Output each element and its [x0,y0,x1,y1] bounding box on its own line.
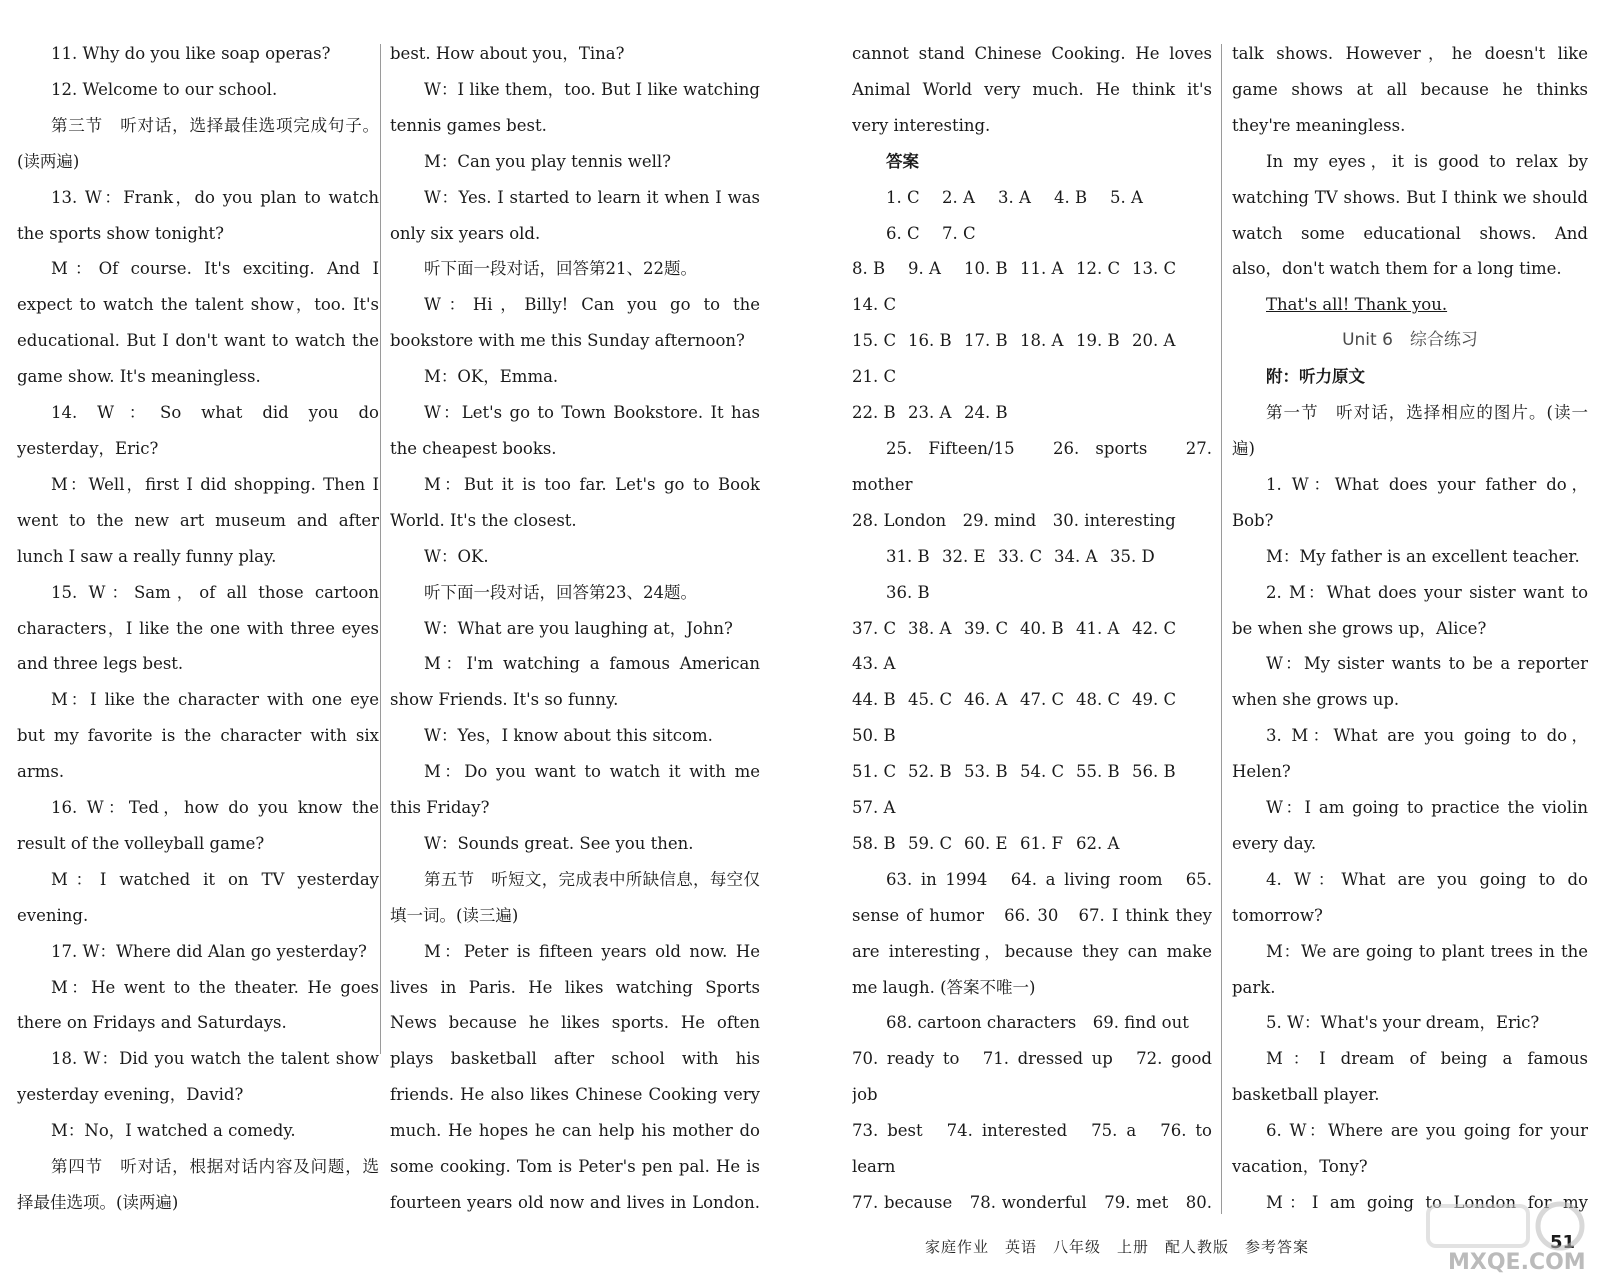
paragraph: W：Sounds great. See you then. [424,833,694,853]
answer-row [852,754,1212,826]
answer-item: 14. C [852,295,897,315]
paragraph: 17. W：Where did Alan go yesterday? [51,941,367,961]
paragraph: 77. because 78. wonderful 79. met 80. [852,1193,1212,1212]
paragraph: M：I dream of being a famous basketball player. [1232,1049,1588,1105]
paragraph: M：He went to the theater. He goes there on Fridays and Saturdays. [17,977,379,1033]
paragraph: M：But it is too far. Let's go to Book World. It's the closest. [390,474,760,530]
answer-item: 33. C [998,546,1043,566]
appendix-heading: 附：听力原文 [1266,367,1365,387]
answer-item: 8. B [852,259,886,279]
answer-row [852,251,1212,323]
unit-title: Unit 6 综合练习 [1342,330,1478,351]
paragraph: best. How about you，Tina? [390,44,625,63]
paragraph: 13. W：Frank，do you plan to watch the sports show tonight? [17,187,379,243]
answer-item: 23. A [908,403,952,423]
paragraph: 11. Why do you like soap operas? [51,44,331,63]
paragraph: 2. M：What does your sister want to be when she grows up，Alice? [1232,582,1588,638]
answer-item: 55. B [1076,762,1120,782]
paragraph: W：I like them，too. But I like watching tennis games best. [390,79,760,135]
paragraph: M：No，I watched a comedy. [51,1121,296,1141]
answer-item: 46. A [964,690,1008,710]
paragraph: M：I'm watching a famous American show Friends. It's so funny. [390,654,760,710]
essay-continued [1232,36,1588,287]
answer-item: 37. C [852,618,897,638]
answer-item: 31. B [886,546,930,566]
paragraph: 16. W：Ted，how do you know the result of the volleyball game? [17,798,379,853]
fill-answers [852,431,1212,539]
answer-item: 12. C [1076,259,1121,279]
column-2 [390,36,760,1226]
column-divider [1221,44,1222,1214]
paragraph: 14. W：So what did you do yesterday，Eric? [17,403,379,458]
watermark-text: MXQE.COM [1448,1250,1586,1275]
paragraph: 3. M：What are you going to do，Helen? [1232,726,1588,782]
answer-item: 47. C [1020,690,1065,710]
column-divider [380,44,381,1054]
answer-item: 60. E [964,833,1008,853]
answer-item: 1. C [886,187,920,207]
paragraph: W：Hi，Billy! Can you go to the bookstore with me this Sunday afternoon? [390,295,760,351]
paragraph: 第五节 听短文，完成表中所缺信息，每空仅填一词。(读三遍) [390,869,760,925]
answer-item: 20. A [1132,331,1176,351]
answer-item: 50. B [852,726,896,746]
answer-grid-2 [852,539,1212,862]
answer-item: 36. B [886,582,930,602]
answer-item: 16. B [908,331,952,351]
answer-item: 62. A [1076,833,1120,853]
paragraph: 第三节 听对话，选择最佳选项完成句子。(读两遍) [17,115,379,171]
answer-item: 59. C [908,833,953,853]
answer-item: 15. C [852,331,897,351]
answer-row [852,539,1212,611]
paragraph: M：Of course. It's exciting. And I expect to watch the talent show，too. It's educational. But I don't want to watch the game show. It's meaningless. [17,259,379,387]
paragraph: 4. W：What are you going to do tomorrow? [1232,869,1588,925]
answer-item: 35. D [1110,546,1155,566]
paragraph: 73. best 74. interested 75. a 76. to learn [852,1121,1212,1177]
paragraph: W：I am going to practice the violin every day. [1232,798,1588,853]
answer-item: 48. C [1076,690,1121,710]
paragraph: 1. W：What does your father do，Bob? [1232,474,1588,530]
answer-item: 57. A [852,798,896,818]
answer-item: 24. B [964,403,1008,423]
answer-item: 38. A [908,618,952,638]
paragraph: M：I like the character with one eye but my favorite is the character with six arms. [17,690,379,782]
answer-item: 7. C [942,223,976,243]
answer-item: 19. B [1076,331,1120,351]
answer-item: 39. C [964,618,1009,638]
paragraph: In my eyes，it is good to relax by watching TV shows. But I think we should watch some educational shows. And also，don't watch them for a long time. [1232,151,1588,279]
paragraph: M：My father is an excellent teacher. [1266,546,1580,566]
answer-item: 41. A [1076,618,1120,638]
listening-script [1232,395,1588,1226]
answer-item: 3. A [998,187,1031,207]
paragraph: 第四节 听对话，根据对话内容及问题，选择最佳选项。(读两遍) [17,1157,379,1212]
paragraph: M：Do you want to watch it with me this Friday? [390,762,760,818]
answer-row [852,611,1212,683]
column-4 [1232,36,1588,1226]
answer-row [852,395,1212,431]
answer-item: 52. B [908,762,952,782]
answer-row [852,682,1212,754]
answer-item: 22. B [852,403,896,423]
answer-item: 53. B [964,762,1008,782]
paragraph: W：Yes，I know about this sitcom. [424,726,713,746]
paragraph: W：My sister wants to be a reporter when she grows up. [1232,654,1588,710]
answer-row [852,826,1212,862]
answer-item: 51. C [852,762,897,782]
paragraph: W：What are you laughing at，John? [424,618,733,638]
answer-item: 34. A [1054,546,1098,566]
answer-item: 10. B [964,259,1008,279]
answer-item: 4. B [1054,187,1088,207]
paragraph: M：Well，first I did shopping. Then I went to the new art museum and after lunch I saw a really funny play. [17,474,379,566]
paragraph: W：Let's go to Town Bookstore. It has the cheapest books. [390,403,760,458]
paragraph: M：Peter is fifteen years old now. He lives in Paris. He likes watching Sports News because he likes sports. He often plays basketball after school with his friends. He also likes Chinese Cooking very much. He hopes he can help his mother do some cooking. Tom is Peter's pen pal. He is fourteen years old now and lives in London. [390,941,760,1212]
paragraph: 68. cartoon characters 69. find out [886,1013,1189,1033]
answer-item: 40. B [1020,618,1064,638]
paragraph: 70. ready to 71. dressed up 72. good job [852,1049,1212,1105]
answer-item: 32. E [942,546,986,566]
answer-item: 18. A [1020,331,1064,351]
paragraph: W：OK. [424,546,489,566]
paragraph: 63. in 1994 64. a living room 65. sense of humor 66. 30 67. I think they are interesting，because they can make me laugh. (答案不唯一) [852,869,1212,997]
answer-row [852,180,1212,252]
answer-item: 11. A [1020,259,1064,279]
paragraph: 6. W：Where are you going for your vacation，Tony? [1232,1121,1588,1177]
column-3 [852,36,1212,1226]
answer-item: 13. C [1132,259,1177,279]
answer-item: 42. C [1132,618,1177,638]
answer-item: 49. C [1132,690,1177,710]
paragraph: 听下面一段对话，回答第23、24题。 [424,582,697,602]
answer-item: 2. A [942,187,975,207]
paragraph: 5. W：What's your dream，Eric? [1266,1013,1540,1033]
more-answers [852,862,1212,1226]
answer-item: 21. C [852,367,897,387]
answer-grid-1 [852,180,1212,431]
answer-item: 44. B [852,690,896,710]
paragraph [17,1221,379,1226]
paragraph: M：I am going to London for my [1266,1193,1588,1212]
answer-item: 58. B [852,833,896,853]
paragraph: W：Yes. I started to learn it when I was only six years old. [390,187,760,243]
answer-item: 5. A [1110,187,1143,207]
paragraph: M：I watched it on TV yesterday evening. [17,869,379,925]
paragraph: M：Can you play tennis well? [424,151,672,171]
column-1 [17,36,379,1226]
paragraph: talk shows. However，he doesn't like game shows at all because he thinks they're meaningless. [1232,44,1588,135]
fill-answer-row: 25. Fifteen/15 26. sports 27. mother [852,438,1212,494]
paragraph: M：We are going to plant trees in the park. [1232,941,1588,997]
answer-item: 17. B [964,331,1008,351]
paragraph: 18. W：Did you watch the talent show yesterday evening，David? [17,1049,379,1105]
col3-intro: cannot stand Chinese Cooking. He loves Animal World very much. He think it's very interesting. [852,44,1212,135]
page-number: 51 [1550,1232,1576,1253]
paragraph: M：OK，Emma. [424,367,559,387]
answer-item: 45. C [908,690,953,710]
answers-heading: 答案 [886,151,919,171]
paragraph: 第一节 听对话，选择相应的图片。(读一遍) [1232,403,1588,458]
answer-item: 54. C [1020,762,1065,782]
essay-closing: That's all! Thank you. [1266,295,1448,315]
fill-answer-row: 28. London 29. mind 30. interesting [852,510,1176,530]
page-footer: 家庭作业 英语 八年级 上册 配人教版 参考答案 [925,1238,1310,1256]
answer-item: 43. A [852,654,896,674]
paragraph: 15. W：Sam，of all those cartoon characters，I like the one with three eyes and three legs best. [17,582,379,674]
paragraph: 听下面一段对话，回答第21、22题。 [424,259,697,279]
paragraph: 12. Welcome to our school. [51,79,278,99]
answer-item: 6. C [886,223,920,243]
answer-item: 61. F [1020,833,1063,853]
answer-item: 9. A [908,259,941,279]
answer-row [852,323,1212,395]
answer-item: 56. B [1132,762,1176,782]
